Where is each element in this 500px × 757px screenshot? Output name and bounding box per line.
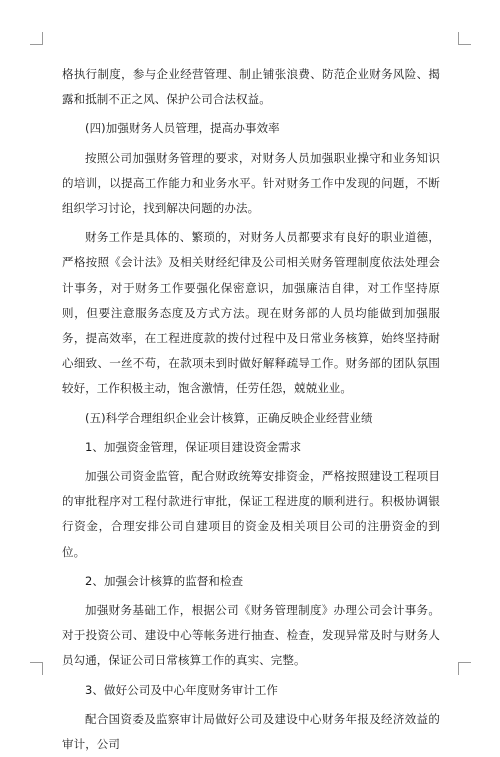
- paragraph-accounting: 加强财务基础工作，根据公司《财务管理制度》办理公司会计事务。对于投资公司、建设中心等帐务进行抽查、检查，发现异常及时与财务人员勾通，保证公司日常核算工作的真实、完整。: [62, 603, 440, 668]
- paragraph-ethics: 财务工作是具体的、繁琐的，对财务人员都要求有良好的职业道德，严格按照《会计法》及相关财经纪律及公司相关财务管理制度依法处理会计事务，对于财务工作要强化保密意识，加强廉洁自律，对工作坚持原则，但要注意服务态度及方式方法。现在财务部的人员均能做到加强服务，提高效率，在工程进度款的拨付过程中及日常业务核算，始终坚持耐心细致、一丝不苟，在款项未到时做好解释疏导工作。财务部的团队氛围较好，工作积极主动，饱含激情，任劳任怨，兢兢业业。: [62, 230, 440, 396]
- paragraph-audit: 配合国资委及监察审计局做好公司及建设中心财务年报及经济效益的审计，公司: [62, 711, 440, 752]
- subheading-3: 3、做好公司及中心年度财务审计工作: [85, 682, 279, 697]
- crop-mark-top-right: [458, 32, 471, 45]
- section-heading-5: (五)科学合理组织企业会计核算，正确反映企业经营业绩: [85, 410, 373, 425]
- document-body: [62, 62, 440, 757]
- subheading-1: 1、加强资金管理，保证项目建设资金需求: [85, 439, 302, 454]
- crop-mark-top-left: [30, 32, 43, 45]
- paragraph-training: 按照公司加强财务管理的要求，对财务人员加强职业操守和业务知识的培训，以提高工作能力和业务水平。针对财务工作中发现的问题，不断组织学习讨论，找到解决问题的办法。: [62, 150, 440, 216]
- paragraph-funds: 加强公司资金监管，配合财政统筹安排资金，严格按照建设工程项目的审批程序对工程付款进行审批，保证工程进度的顺利进行。积极协调银行资金，合理安排公司自建项目的资金及相关项目公司的注册资金的到位。: [62, 469, 440, 559]
- paragraph-continuation: 格执行制度，参与企业经营管理、制止铺张浪费、防范企业财务风险、揭露和抵制不正之风、保护公司合法权益。: [62, 67, 440, 107]
- crop-mark-bottom-right: [458, 662, 471, 675]
- subheading-2: 2、加强会计核算的监督和检查: [85, 573, 244, 588]
- crop-mark-bottom-left: [30, 662, 43, 675]
- section-heading-4: (四)加强财务人员管理，提高办事效率: [85, 121, 280, 136]
